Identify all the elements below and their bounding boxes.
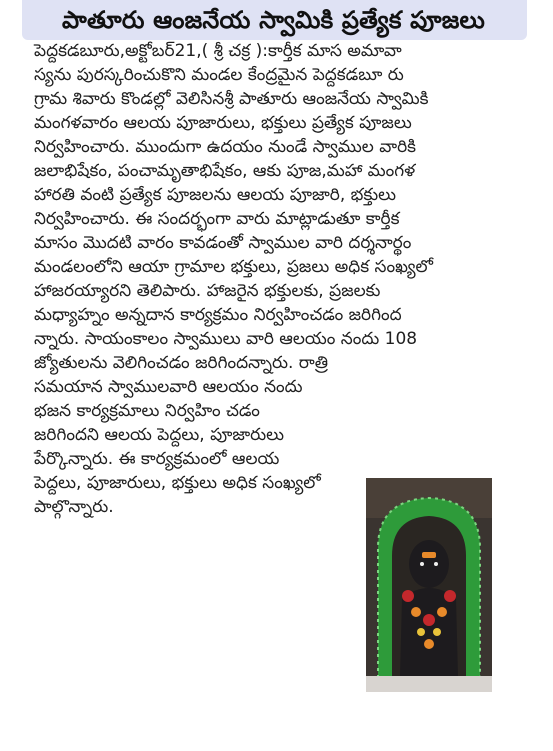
- article-line: పాల్గొన్నారు.: [34, 497, 114, 517]
- article-line: పెద్దకడబూరు,అక్టోబర్21,( శ్రీ చక్ర ):కార్తీక మాస అమావా: [34, 41, 402, 61]
- article-line: న్నారు. సాయంకాలం స్వాములు వారి ఆలయం నందు 108: [34, 329, 418, 349]
- article-line: మండలంలోని ఆయా గ్రామాల భక్తులు, ప్రజలు అధిక సంఖ్యలో: [34, 257, 434, 277]
- yellow-flower: [433, 628, 441, 636]
- article-line: గ్రామ శివారు కొండల్లో వెలిసినశ్రీ పాతూరు ఆంజనేయ స్వామికి: [34, 89, 429, 109]
- article-line: నిర్వహించారు. ముందుగా ఉదయం నుండే స్వాముల వారికి: [34, 137, 417, 157]
- article-line: హాజరయ్యారని తెలిపారు. హాజరైన భక్తులకు, ప్రజలకు: [34, 281, 381, 301]
- article-line: సమయాన స్వాములవారి ఆలయం నందు: [34, 377, 303, 397]
- headline-banner: [22, 0, 527, 40]
- article-line: మాసం మొదటి వారం కావడంతో స్వాముల వారి దర్శనార్థం: [34, 233, 412, 253]
- article-line: స్యను పురస్కరించుకొని మండల కేంద్రమైన పెద్దకడబూ రు: [34, 65, 404, 85]
- article-line: జలాభిషేకం, పంచామృతాభిషేకం, ఆకు పూజ,మహా మంగళ: [34, 161, 416, 181]
- red-flower: [444, 590, 456, 602]
- article-line: హారతి వంటి ప్రత్యేక పూజలను ఆలయ పూజారి, భక్తులు: [34, 185, 397, 205]
- orange-flower: [437, 607, 447, 617]
- orange-flower: [424, 639, 434, 649]
- floor: [366, 676, 492, 692]
- article-line: పెద్దలు, పూజారులు, భక్తులు అధిక సంఖ్యలో: [34, 473, 321, 493]
- deity-head: [409, 540, 449, 588]
- yellow-flower: [417, 628, 425, 636]
- deity-eye: [420, 562, 424, 566]
- deity-eye: [434, 562, 438, 566]
- article-line: మధ్యాహ్నం అన్నదాన కార్యక్రమం నిర్వహించడం జరిగింద: [34, 305, 402, 325]
- article-line: జ్యోతులను వెలిగించడం జరిగిందన్నారు. రాత్రి: [34, 353, 328, 373]
- article-line: మంగళవారం ఆలయ పూజారులు, భక్తులు ప్రత్యేక పూజలు: [34, 113, 412, 133]
- deity-photo-illustration: [366, 478, 492, 692]
- red-flower: [402, 590, 414, 602]
- article-line: నిర్వహించారు. ఈ సందర్భంగా వారు మాట్లాడుతూ కార్తీక: [34, 209, 400, 229]
- orange-flower: [411, 607, 421, 617]
- headline: పాతూరు ఆంజనేయ స్వామికి ప్రత్యేక పూజలు: [62, 6, 486, 34]
- tilak-mark: [422, 552, 436, 558]
- article-line: జరిగిందని ఆలయ పెద్దలు, పూజారులు: [34, 425, 285, 445]
- red-flower: [423, 614, 435, 626]
- deity-photo: [366, 478, 492, 692]
- article-line: భజన కార్యక్రమాలు నిర్వహిం చడం: [34, 401, 260, 421]
- article-line: పేర్కొన్నారు. ఈ కార్యక్రమంలో ఆలయ: [34, 449, 280, 469]
